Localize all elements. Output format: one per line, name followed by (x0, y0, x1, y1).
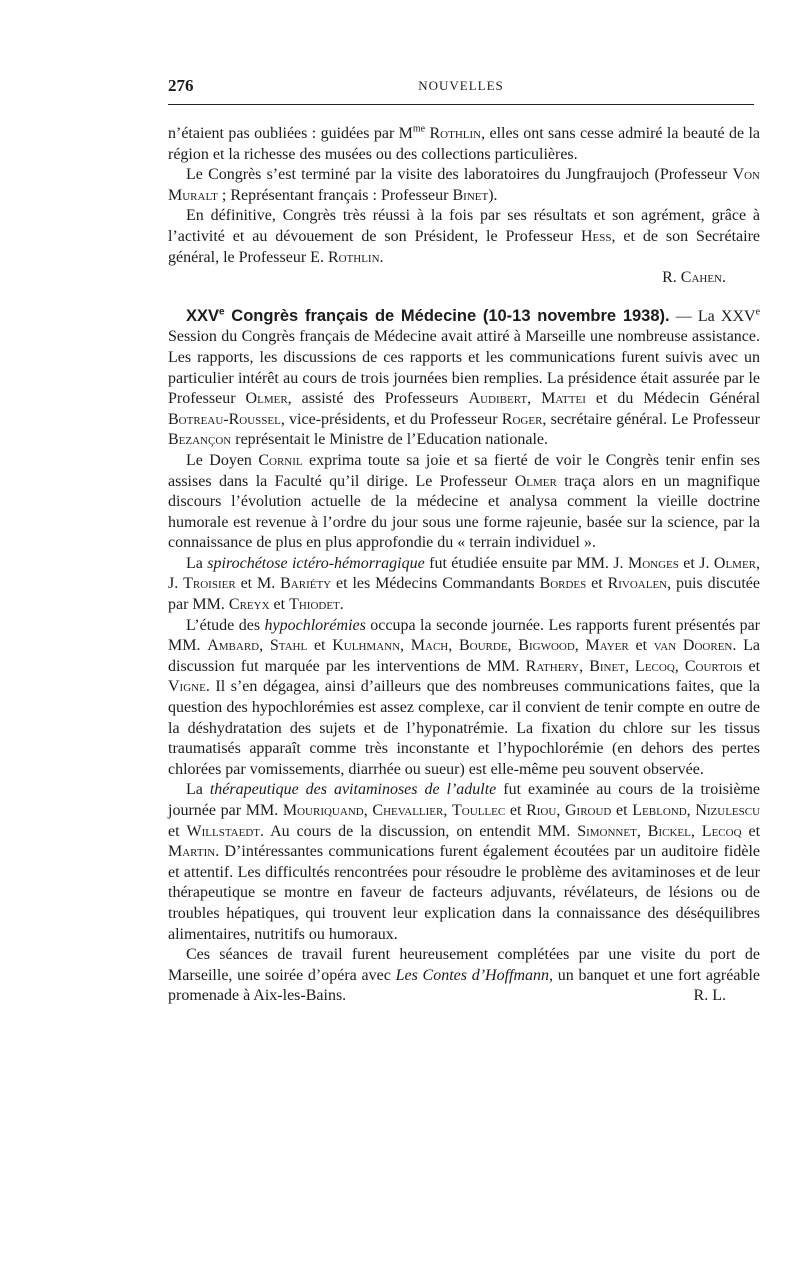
person-name: Bordes (539, 575, 587, 593)
paragraph-2 (168, 165, 760, 206)
text-run: L’étude des (186, 616, 265, 634)
text-run: , assisté des Professeurs (287, 390, 469, 408)
person-name: Stahl (269, 637, 308, 655)
text-run: Session du Congrès français de Médecine avait attiré à Marseille une nombreuse assistance. Les rapports, les discussions de ces rapports et les communications furent suivis avec un particulier intérêt au cours de trois journées bien remplies. La présidence était assurée par le Professeur (168, 328, 760, 408)
congress-paragraph-1 (168, 306, 760, 451)
paragraph-3 (168, 206, 760, 268)
congress-paragraph-2 (168, 451, 760, 554)
person-name: Mattei (541, 390, 586, 408)
title-text: XXV (186, 306, 220, 325)
text-run: et les Médecins Commandants (331, 575, 540, 593)
person-name: Creyx (228, 596, 270, 614)
text-run: traça alors en un magnifique discours l’évolution actuelle de la médecine et analysa comment la vieille doctrine humorale est revenue à l’ordre du jour sous une forme rajeunie, basée sur la science, par la connaissance de plus en plus approfondie du « terrain individuel ». (168, 472, 760, 552)
text-run: exprima toute sa joie et sa fierté de voir le Congrès tenir enfin ses assises dans la Faculté qu’il dirige. Le Professeur (168, 451, 761, 490)
text-run: , (448, 637, 459, 655)
congress-paragraph-6 (168, 945, 760, 1007)
person-name: Von Muralt (168, 166, 760, 204)
congress-paragraph-3 (168, 554, 760, 616)
italic-term: Les Contes d’Hoffmann (395, 966, 550, 984)
text-run: , (259, 637, 270, 655)
person-name: Bickel (647, 822, 691, 840)
text-run: . (379, 248, 384, 266)
text-run: et (741, 822, 761, 840)
person-name: Binet (452, 186, 489, 204)
title-text: Congrès français de Médecine (10-13 novembre 1938). (224, 306, 670, 325)
text-run: , secrétaire général. Le Professeur (542, 410, 761, 428)
italic-term: thérapeutique des avitaminoses de l’adulte (209, 781, 497, 799)
person-name: Monges (627, 554, 679, 572)
person-name: Rothlin (327, 248, 380, 266)
person-name: Vigne (168, 678, 206, 696)
person-name: Roger (501, 410, 543, 428)
person-name: Nizulescu (695, 802, 761, 819)
text-run: , (686, 802, 696, 819)
text-run: . D’intéressantes communications furent également écoutées par un auditoire fidèle et attentif. Les difficultés rencontrées pour résoudre le problème des avitaminoses et de leur thérapeutique se montre en faveur de facteurs adjuvants, révélateurs, de lésions ou de troubles hépatiques, qui trouvent leur explication dans la connaissance des déséquilibres alimentaires, nutritifs ou humoraux. (168, 843, 760, 943)
page-number: 276 (168, 76, 194, 95)
text-run: , un banquet et une fort agréable promenade à Aix-les-Bains. (168, 966, 761, 1005)
text-run: , (400, 637, 411, 655)
italic-term: spirochétose ictéro-hémorragique (207, 554, 425, 572)
person-name: Leblond (632, 802, 687, 819)
text-run: . Au cours de la discussion, on entendit MM. (260, 822, 578, 840)
person-name: Courtois (684, 657, 743, 675)
text-run: et M. (235, 575, 281, 593)
person-name: Riou (526, 802, 557, 819)
person-name: Botreau-Roussel (168, 410, 281, 428)
text-run: Ces séances de travail furent heureusement complétées par une visite du port de Marseille, une soirée d’opéra avec (168, 946, 760, 984)
text-run: et (742, 657, 761, 675)
text-run: . Il s’en dégagea, ainsi d’ailleurs que des nombreuses communications faites, que la question des hypochlorémies est assez complexe, car il convient de tenir compte en outre de la déshydratation des sujets et de l’hyponatrémie. La fixation du chlore sur les tissus traumatisés apparaît comme très inconstante et l’hypochlorémie (en dehors des pertes chlorées par vomissements, diarrhée ou sueur) est elle-même peu souvent observée. (168, 678, 760, 778)
running-head: NOUVELLES (418, 78, 504, 93)
person-name: Olmer (713, 554, 757, 572)
text-run: et (505, 802, 527, 819)
person-name: Lecoq (635, 657, 675, 675)
text-run: En définitive, Congrès très réussi à la fois par ses résultats et son agrément, grâce à l’activité et au dévouement de son Président, le Professeur (168, 207, 760, 245)
person-name: Simonnet (577, 822, 637, 840)
text-run: , (527, 390, 542, 408)
text-run: , (674, 657, 685, 675)
text-run: et (168, 822, 187, 840)
author-signature: R. L. (693, 987, 726, 1005)
text-run: et (307, 637, 333, 655)
text-run: La (186, 781, 210, 799)
text-run: et (628, 637, 654, 655)
person-name: Willstaedt (186, 822, 260, 840)
person-name: Binet (589, 657, 625, 675)
person-name: Rothlin (429, 125, 482, 142)
superscript: e (219, 306, 225, 318)
text-run: , (624, 657, 636, 675)
text-run: , (443, 802, 453, 819)
superscript: me (412, 123, 426, 135)
person-name: Mach (410, 637, 449, 655)
person-name: Olmer (514, 472, 557, 490)
person-name: Audibert (468, 390, 528, 408)
text-run: et (269, 596, 290, 614)
text-run: , (556, 802, 565, 819)
person-name: Kulhmann (332, 637, 401, 655)
section-title (186, 307, 670, 325)
author-signature: R. Cahen. (662, 269, 726, 287)
header-rule (168, 104, 754, 105)
text-run: , elles ont sans cesse admiré la beauté de la région et la richesse des musées ou des collections particulières. (168, 125, 760, 163)
text-run: , (690, 822, 702, 840)
person-name: Bezançon (168, 431, 232, 449)
text-run: , puis discutée par MM. (168, 575, 761, 614)
text-run: et du Médecin Général (585, 390, 761, 408)
article-body (168, 124, 760, 1007)
person-name: Bariéty (280, 575, 332, 593)
text-run: , (363, 802, 373, 819)
text-run: , J. (168, 554, 761, 593)
congress-paragraph-5 (168, 780, 760, 945)
congress-paragraph-4 (168, 616, 760, 781)
person-name: Troisier (183, 575, 236, 593)
text-run: — (669, 307, 692, 325)
person-name: Lecoq (701, 822, 742, 840)
person-name: Chevallier (372, 802, 444, 819)
text-run: fut examinée au cours de la troisième journée par MM. (168, 781, 761, 819)
person-name: Mayer (585, 637, 629, 655)
text-run: ). (488, 186, 498, 204)
text-run: et J. (678, 554, 714, 572)
text-run: ; Représentant français : Professeur (217, 186, 453, 204)
italic-term: hypochlorémies (264, 616, 366, 634)
text-run: et (611, 802, 633, 819)
person-name: Martin (168, 843, 216, 861)
person-name: Ambard (207, 637, 260, 655)
text-run: , et de son Secrétaire général, le Professeur E. (168, 227, 760, 266)
text-run: fut étudiée ensuite par MM. J. (424, 554, 628, 572)
person-name: Bigwood (518, 637, 575, 655)
person-name: Cornil (258, 451, 303, 469)
person-name: Mouriquand (282, 802, 364, 819)
text-run: , (507, 637, 519, 655)
text-run: Le Congrès s’est terminé par la visite des laboratoires du Jungfraujoch (Professeur (186, 166, 733, 184)
person-name: van Dooren (653, 637, 733, 655)
text-run: . (339, 596, 344, 614)
page-header (168, 76, 754, 98)
text-run: Le Doyen (186, 451, 259, 469)
person-name: Rathery (525, 657, 580, 675)
text-run: n’étaient pas oubliées : guidées par M (168, 125, 413, 142)
person-name: Rivoalen (607, 575, 668, 593)
superscript: e (755, 306, 761, 318)
text-run: , (636, 822, 648, 840)
text-run: . La discussion fut marquée par les interventions de MM. (168, 637, 760, 675)
person-name: Bourde (458, 637, 508, 655)
text-run: représentait le Ministre de l’Education nationale. (231, 431, 549, 449)
paragraph-1 (168, 124, 760, 165)
person-name: Giroud (564, 802, 612, 819)
person-name: Toullec (452, 802, 506, 819)
text-run: La (186, 554, 208, 572)
text-run: , vice-présidents, et du Professeur (280, 410, 502, 428)
text-run: , (579, 657, 590, 675)
person-name: Thiodet (289, 596, 340, 614)
text-run: La XXV (691, 307, 756, 325)
person-name: Olmer (245, 390, 288, 408)
text-run: occupa la seconde journée. Les rapports furent présentés par MM. (168, 616, 761, 655)
text-run: et (586, 575, 608, 593)
person-name: Hess (580, 227, 612, 245)
text-run: , (574, 637, 586, 655)
